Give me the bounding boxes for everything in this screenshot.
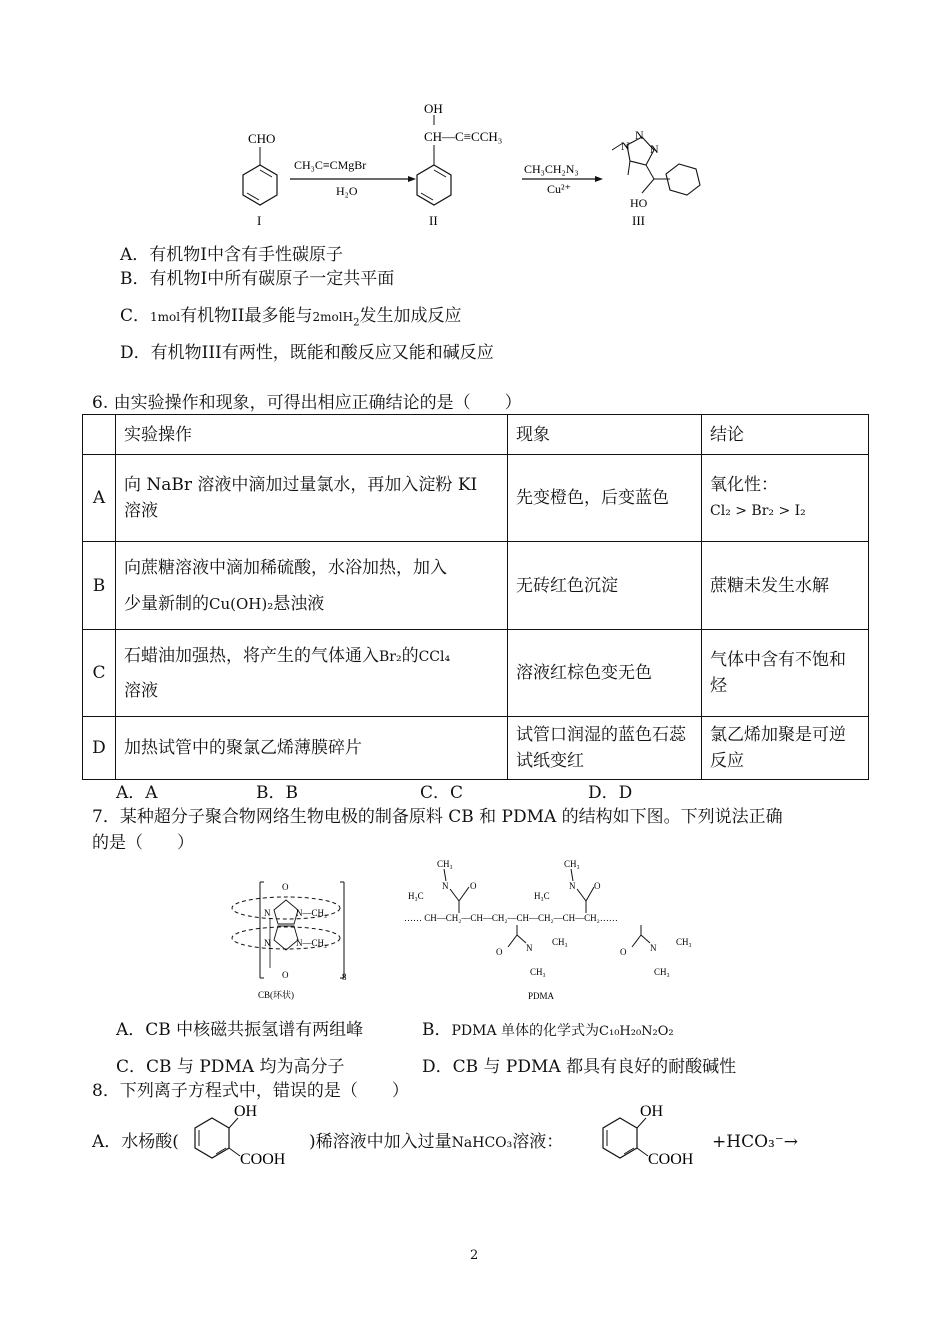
compound-iii-label: III: [632, 213, 645, 228]
svg-text:N: N: [442, 881, 449, 891]
arrow-2: [522, 162, 603, 196]
phenomenon-cell: 无砖红色沉淀: [508, 542, 702, 630]
conclusion-cell: 气体中含有不饱和烃: [702, 630, 869, 717]
q8-option-a-middle: )稀溶液中加入过量NaHCO₃溶液：: [309, 1132, 564, 1152]
conclusion-cell: 氯乙烯加聚是可逆反应: [702, 717, 869, 780]
svg-text:COOH: COOH: [240, 1151, 286, 1168]
svg-text:CH₃: CH₃: [676, 937, 692, 947]
pdma-backbone: …… CH—CH₂—CH—CH₂—CH—CH₂—CH—CH₂……: [404, 913, 618, 923]
svg-text:H₃C: H₃C: [408, 891, 424, 901]
svg-text:N—CH₂: N—CH₂: [296, 938, 328, 948]
compound-ii-label: II: [429, 213, 438, 228]
phenomenon-cell: 溶液红棕色变无色: [508, 630, 702, 717]
cho-group: CHO: [248, 131, 276, 146]
arrow2-reagent-bottom: Cu²⁺: [547, 182, 571, 196]
svg-text:N: N: [264, 938, 271, 948]
svg-text:CH₃: CH₃: [564, 859, 580, 869]
q6-answer-options: [0, 782, 950, 804]
svg-text:OH: OH: [640, 1103, 664, 1120]
q8-stem: 8．下列离子方程式中，错误的是（ ）: [92, 1081, 409, 1101]
salicylic-acid-structure-2: [588, 1100, 718, 1175]
svg-text:COOH: COOH: [648, 1151, 694, 1168]
table-header-row: [83, 415, 869, 455]
q7-stem-line1: 7．某种超分子聚合物网络生物电极的制备原料 CB 和 PDMA 的结构如下图。下列说法正确: [92, 807, 783, 827]
cb-structure: [228, 878, 368, 1003]
svg-text:CH₃: CH₃: [530, 967, 546, 977]
table-row: [83, 630, 869, 717]
svg-text:CH₃: CH₃: [437, 859, 453, 869]
svg-text:N: N: [264, 908, 271, 918]
answer-option: A．A: [116, 783, 158, 803]
table-row: [83, 717, 869, 780]
arrow2-reagent-top: CH₃CH₂N₃: [524, 162, 579, 176]
q6-stem: 6. 由实验操作和现象，可得出相应正确结论的是（ ）: [92, 393, 522, 413]
operation-cell: 加热试管中的聚氯乙烯薄膜碎片: [116, 717, 508, 780]
page-number: 2: [470, 1248, 479, 1263]
svg-text:N—CH₂: N—CH₂: [296, 908, 328, 918]
triazole-n1: N: [621, 139, 630, 153]
svg-text:O: O: [282, 970, 289, 980]
q7-option-b: B．PDMA 单体的化学式为C₁₀H₂₀N₂O₂: [422, 1020, 674, 1040]
compound-i-label: I: [257, 213, 262, 228]
header-cell: 现象: [508, 415, 702, 455]
salicylic-acid-structure: [180, 1100, 310, 1175]
compound-i: [243, 131, 277, 228]
svg-text:H₃C: H₃C: [534, 891, 550, 901]
row-label: A: [83, 455, 116, 542]
q5-option-d: D．有机物III有两性，既能和酸反应又能和碱反应: [120, 343, 494, 363]
table-row: [83, 542, 869, 630]
svg-text:OH: OH: [234, 1103, 258, 1120]
svg-text:CH₃: CH₃: [552, 937, 568, 947]
oh-group: OH: [424, 101, 443, 116]
operation-cell: 向 NaBr 溶液中滴加过量氯水，再加入淀粉 KI 溶液: [116, 455, 508, 542]
conclusion-cell: 蔗糖未发生水解: [702, 542, 869, 630]
operation-cell: 向蔗糖溶液中滴加稀硫酸，水浴加热，加入 少量新制的Cu(OH)₂悬浊液: [116, 542, 508, 630]
svg-text:N: N: [569, 881, 576, 891]
reaction-scheme: [230, 95, 730, 235]
conclusion-cell: 氧化性： Cl₂ > Br₂ > I₂: [702, 455, 869, 542]
svg-text:N: N: [526, 943, 533, 953]
svg-text:N: N: [650, 943, 657, 953]
experiment-table: [82, 414, 869, 780]
phenomenon-cell: 先变橙色，后变蓝色: [508, 455, 702, 542]
svg-text:CH₃: CH₃: [654, 967, 670, 977]
compound-ii: [417, 101, 502, 228]
pdma-caption: PDMA: [528, 991, 555, 1001]
q7-option-c: C．CB 与 PDMA 均为高分子: [116, 1057, 345, 1077]
q7-option-d: D．CB 与 PDMA 都具有良好的耐酸碱性: [422, 1057, 737, 1077]
header-cell: [83, 415, 116, 455]
q8-option-a-tail: +HCO₃⁻→: [712, 1132, 799, 1152]
q5-option-b: B．有机物I中所有碳原子一定共平面: [120, 269, 395, 289]
svg-text:O: O: [470, 881, 477, 891]
pdma-structure: [404, 855, 724, 1005]
answer-option: C．C: [420, 783, 464, 803]
triazole-n2: N: [635, 128, 644, 142]
row-label: C: [83, 630, 116, 717]
header-cell: 实验操作: [116, 415, 508, 455]
cb-caption: CB(环状): [258, 990, 295, 1000]
ho-group: HO: [630, 196, 648, 210]
q5-option-a: A．有机物I中含有手性碳原子: [120, 245, 343, 265]
q7-stem-line2: 的是（ ）: [92, 833, 194, 853]
q7-option-a: A．CB 中核磁共振氢谱有两组峰: [116, 1020, 364, 1040]
cb-repeat-count: 8: [342, 972, 347, 982]
q8-option-a-prefix: A．水杨酸(: [92, 1132, 179, 1152]
answer-option: D．D: [588, 783, 633, 803]
q5-option-c: C．1mol有机物II最多能与2molH$_2$发生加成反应: [120, 306, 462, 329]
answer-option: B．B: [256, 783, 298, 803]
header-cell: 结论: [702, 415, 869, 455]
table-row: [83, 455, 869, 542]
svg-text:O: O: [282, 882, 289, 892]
phenomenon-cell: 试管口润湿的蓝色石蕊试纸变红: [508, 717, 702, 780]
compound-iii: [612, 128, 700, 228]
svg-text:O: O: [620, 947, 627, 957]
svg-text:O: O: [594, 881, 601, 891]
operation-cell: 石蜡油加强热，将产生的气体通入Br₂的CCl₄ 溶液: [116, 630, 508, 717]
row-label: B: [83, 542, 116, 630]
arrow1-reagent-bottom: H₂O: [336, 184, 358, 198]
alkyne-chain: CH—C≡CCH₃: [424, 129, 503, 144]
svg-text:O: O: [496, 947, 503, 957]
triazole-n3: N: [650, 142, 659, 156]
arrow-1: [290, 158, 416, 198]
row-label: D: [83, 717, 116, 780]
arrow1-reagent-top: CH₃C≡CMgBr: [294, 158, 367, 172]
